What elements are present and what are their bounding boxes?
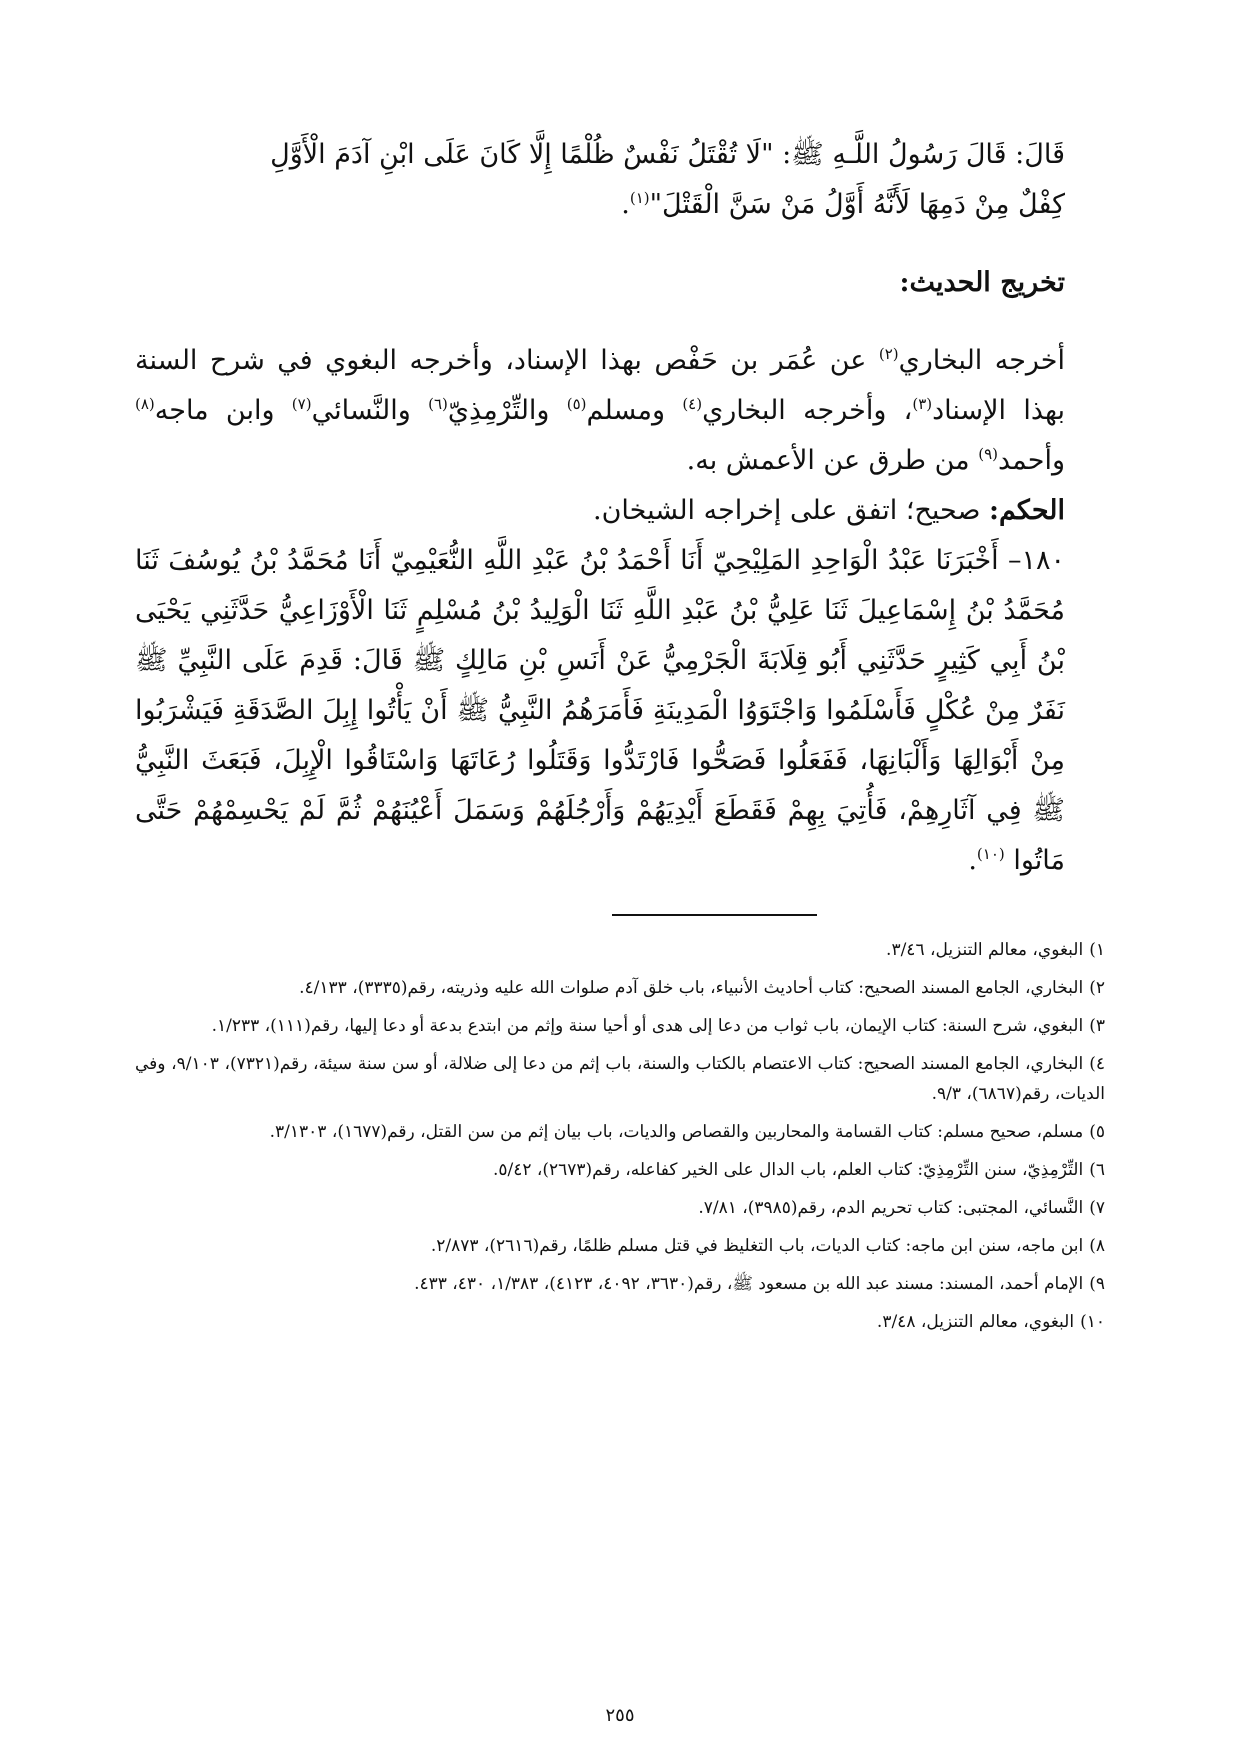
footnote-number: ٦) [1089,1160,1105,1180]
footnote-3 [135,1011,1105,1041]
footnote-text: النَّسائي، المجتبى: كتاب تحريم الدم، رقم(٣٩٨٥)، ٧/٨١. [698,1198,1084,1218]
footnote-text: مسلم، صحيح مسلم: كتاب القسامة والمحاربين والقصاص والديات، باب بيان إثم من سن القتل، رقم(١٦٧٧)، ٣/١٣٠٣. [269,1122,1084,1142]
takhrij-f: والنَّسائي [311,395,429,426]
footnote-number: ٨) [1089,1236,1105,1256]
footnote-number: ٧) [1089,1198,1105,1218]
page-number: ٢٥٥ [605,1705,635,1726]
takhrij-h: وأحمد [997,445,1065,476]
footnote-ref-5[interactable]: (٥) [566,395,587,413]
ruling-paragraph [135,486,1105,536]
footnote-number: ٤) [1089,1054,1105,1074]
footnote-text: البغوي، شرح السنة: كتاب الإيمان، باب ثواب من دعا إلى هدى أو أحيا سنة وإثم من ابتدع بدعة أو دعا إليها، رقم(١١١)، ١/٢٣٣. [211,1016,1084,1036]
footnote-1 [135,935,1105,965]
hadith-180-paragraph [135,536,1105,886]
takhrij-c: ، وأخرجه البخاري [702,395,913,426]
footnote-4 [135,1049,1105,1109]
hadith-line-2 [135,180,1105,230]
footnote-ref-1[interactable]: (١) [629,189,650,207]
hadith-line-1: قَالَ: قَالَ رَسُولُ اللَّـهِ ﷺ: "لَا تُقْتَلُ نَفْسٌ ظُلْمًا إِلَّا كَانَ عَلَى ابْنِ آدَمَ الْأَوَّلِ [270,139,1065,170]
footnote-number: ١) [1089,940,1105,960]
ruling-label: الحكم: [988,495,1065,526]
footnote-number: ١٠) [1080,1312,1105,1332]
footnote-ref-2[interactable]: (٢) [878,345,899,363]
footnote-ref-10[interactable]: (١٠) [976,845,1005,863]
footnote-separator [612,914,817,916]
footnote-6 [135,1155,1105,1185]
footnote-number: ٥) [1089,1122,1105,1142]
footnote-10 [135,1307,1105,1337]
footnote-9 [135,1269,1105,1299]
hadith-line-2-text: كِفْلٌ مِنْ دَمِهَا لَأَنَّهُ أَوَّلُ مَنْ سَنَّ الْقَتْلَ" [649,189,1065,220]
section-heading: تخريج الحديث: [899,267,1065,298]
footnote-text: البغوي، معالم التنزيل، ٣/٤٨. [876,1312,1075,1332]
footnote-ref-7[interactable]: (٧) [291,395,312,413]
hadith-180-text: ١٨٠– أَخْبَرَنَا عَبْدُ الْوَاحِدِ المَلِيْحِيّ أَنَا أَحْمَدُ بْنُ عَبْدِ اللَّهِ النُّعَيْمِيّ أَنَا مُحَمَّدُ بْنُ يُوسُفَ ثَنَا مُحَمَّدُ بْنُ إِسْمَاعِيلَ ثَنَا عَلِيُّ بْنُ عَبْدِ اللَّهِ ثَنَا الْوَلِيدُ بْنُ مُسْلِمٍ ثَنَا الْأَوْزَاعِيُّ حَدَّثَنِي يَحْيَى بْنُ أَبِي كَثِيرٍ حَدَّثَنِي أَبُو قِلَابَةَ الْجَرْمِيُّ عَنْ أَنَسِ بْنِ مَالِكٍ ﷺ قَالَ: قَدِمَ عَلَى النَّبِيِّ ﷺ نَفَرٌ مِنْ عُكْلٍ فَأَسْلَمُوا وَاجْتَوَوُا الْمَدِينَةِ فَأَمَرَهُمُ النَّبِيُّ ﷺ أَنْ يَأْتُوا إِبِلَ الصَّدَقَةِ فَيَشْرَبُوا مِنْ أَبْوَالِهَا وَأَلْبَانِهَا، فَفَعَلُوا فَصَحُّوا فَارْتَدُّوا وَقَتَلُوا رُعَاتَهَا وَاسْتَاقُوا الْإِبِلَ، فَبَعَثَ النَّبِيُّ ﷺ فِي آثَارِهِمْ، فَأُتِيَ بِهِمْ فَقَطَعَ أَيْدِيَهُمْ وَأَرْجُلَهُمْ وَسَمَلَ أَعْيُنَهُمْ ثُمَّ لَمْ يَحْسِمْهُمْ حَتَّى مَاتُوا [135,545,1066,876]
footnote-ref-9[interactable]: (٩) [978,445,998,463]
footnote-number: ٩) [1089,1274,1105,1294]
footnote-ref-8[interactable]: (٨) [135,395,155,413]
footnote-ref-4[interactable]: (٤) [682,395,703,413]
footnote-text: البغوي، معالم التنزيل، ٣/٤٦. [886,940,1084,960]
footnote-text: الإمام أحمد، المسند: مسند عبد الله بن مسعود ﷺ، رقم(٣٦٣٠، ٤٠٩٢، ٤١٢٣)، ١/٣٨٣، ٤٣٠، ٤٣٣. [414,1274,1084,1294]
footnote-text: ابن ماجه، سنن ابن ماجه: كتاب الديات، باب التغليظ في قتل مسلم ظلمًا، رقم(٢٦١٦)، ٢/٨٧٣. [430,1236,1084,1256]
footnote-8 [135,1231,1105,1261]
takhrij-a: أخرجه البخاري [898,345,1065,376]
hadith-180-end: . [968,845,977,876]
footnote-2 [135,973,1105,1003]
footnote-number: ٣) [1089,1016,1105,1036]
ruling-text: صحيح؛ اتفق على إخراجه الشيخان. [593,495,989,526]
hadith-line-2-end: . [621,189,630,220]
takhrij-e: والتِّرْمِذِيّ [447,395,567,426]
hadith-continuation [135,130,1105,230]
takhrij-paragraph [135,336,1105,486]
footnote-5 [135,1117,1105,1147]
takhrij-d: ومسلم [586,395,683,426]
footnote-number: ٢) [1089,978,1105,998]
takhrij-i: من طرق عن الأعمش به. [686,445,979,476]
footnotes-list [135,935,1105,1345]
footnote-text: التِّرْمِذِيّ، سنن التِّرْمِذِيّ: كتاب العلم، باب الدال على الخير كفاعله، رقم(٢٦٧٣)، ٥/٤٢. [492,1160,1084,1180]
main-text [135,130,1105,886]
footnote-7 [135,1193,1105,1223]
takhrij-b: عن عُمَر بن حَفْص بهذا الإسناد، وأخرجه البغوي في شرح السنة بهذا الإسناد [135,345,1065,426]
footnote-text: البخاري، الجامع المسند الصحيح: كتاب أحاديث الأنبياء، باب خلق آدم صلوات الله عليه وذريته، رقم(٣٣٣٥)، ٤/١٣٣. [299,978,1084,998]
footnote-ref-3[interactable]: (٣) [912,395,933,413]
footnote-ref-6[interactable]: (٦) [428,395,448,413]
footnote-text: البخاري، الجامع المسند الصحيح: كتاب الاعتصام بالكتاب والسنة، باب إثم من دعا إلى ضلالة، أو سن سنة سيئة، رقم(٧٣٢١)، ٩/١٠٣، وفي الديات، رقم(٦٨٦٧)، ٩/٣. [135,1054,1105,1104]
takhrij-g: وابن ماجه [154,395,292,426]
